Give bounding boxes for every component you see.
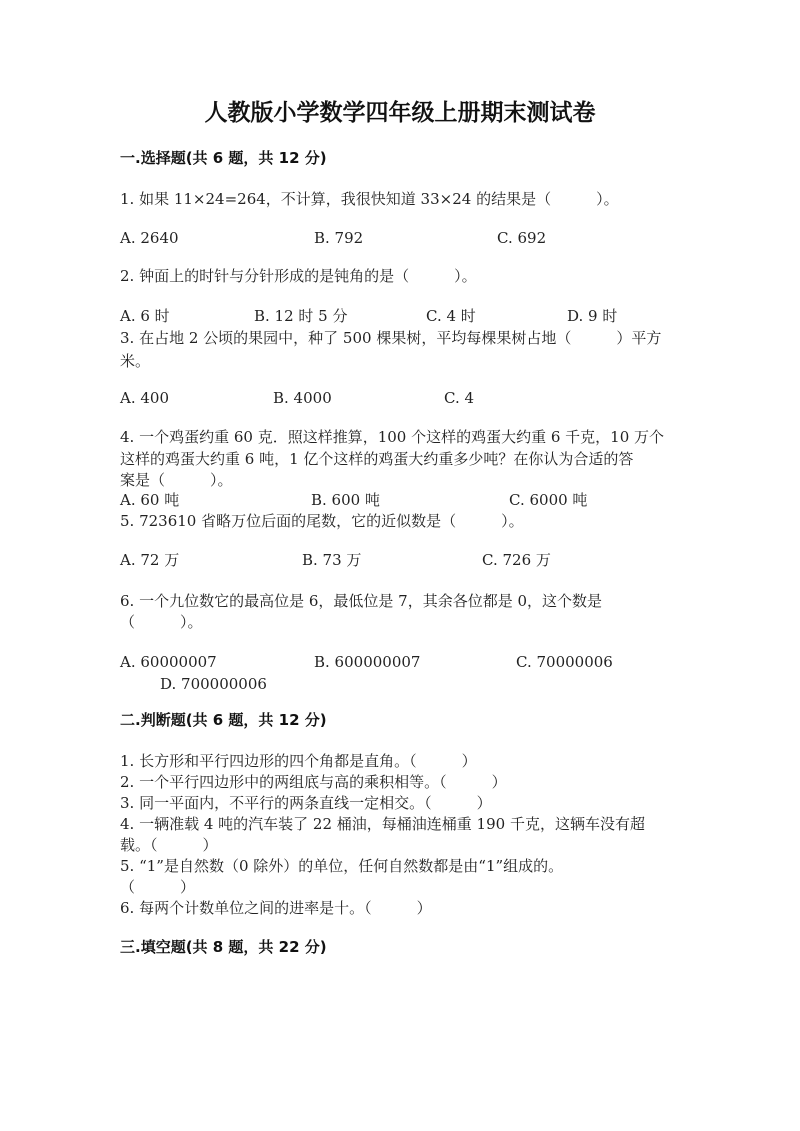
option-b: B. 73 万	[302, 551, 362, 569]
statement-line: 3. 同一平面内，不平行的两条直线一定相交。（ ）	[120, 794, 492, 812]
statement-line: 1. 长方形和平行四边形的四个角都是直角。（ ）	[120, 752, 477, 770]
statement-line: （ ）	[120, 878, 196, 896]
option-c: C. 4	[444, 389, 475, 407]
option-a: A. 60 吨	[120, 491, 180, 509]
question-line: 这样的鸡蛋大约重 6 吨，1 亿个这样的鸡蛋大约重多少吨？在你认为合适的答	[120, 450, 634, 468]
option-b: B. 12 时 5 分	[254, 307, 348, 325]
section-heading-choice: 一.选择题(共 6 题，共 12 分)	[120, 149, 327, 167]
option-b: B. 600 吨	[311, 491, 380, 509]
statement-line: 载。（ ）	[120, 836, 218, 854]
statement-line: 2. 一个平行四边形中的两组底与高的乘积相等。（ ）	[120, 773, 507, 791]
option-c: C. 726 万	[482, 551, 551, 569]
option-a: A. 72 万	[120, 551, 180, 569]
statement-line: 4. 一辆准载 4 吨的汽车装了 22 桶油，每桶油连桶重 190 千克，这辆车没有超	[120, 815, 645, 833]
section-heading-fill-blank: 三.填空题(共 8 题，共 22 分)	[120, 938, 327, 956]
page-title: 人教版小学数学四年级上册期末测试卷	[204, 99, 596, 126]
statement-line: 5. “1”是自然数（0 除外）的单位，任何自然数都是由“1”组成的。	[120, 857, 564, 875]
question-line: 1. 如果 11×24=264，不计算，我很快知道 33×24 的结果是（ ）。	[120, 190, 619, 208]
option-b: B. 4000	[273, 389, 332, 407]
question-line: 案是（ ）。	[120, 471, 233, 489]
section-heading-judgement: 二.判断题(共 6 题，共 12 分)	[120, 711, 327, 729]
option-c: C. 4 时	[426, 307, 476, 325]
option-d: D. 9 时	[567, 307, 618, 325]
option-b: B. 792	[314, 229, 364, 247]
question-line: 5. 723610 省略万位后面的尾数，它的近似数是（ ）。	[120, 512, 524, 530]
question-line: 6. 一个九位数它的最高位是 6，最低位是 7，其余各位都是 0，这个数是	[120, 592, 603, 610]
statement-line: 6. 每两个计数单位之间的进率是十。（ ）	[120, 899, 432, 917]
option-a: A. 60000007	[120, 653, 217, 671]
option-a: A. 400	[120, 389, 169, 407]
option-d: D. 700000006	[160, 675, 267, 693]
question-line: 米。	[120, 352, 151, 370]
option-c: C. 70000006	[516, 653, 613, 671]
option-a: A. 2640	[120, 229, 179, 247]
question-line: 2. 钟面上的时针与分针形成的是钝角的是（ ）。	[120, 267, 477, 285]
option-c: C. 692	[497, 229, 547, 247]
option-b: B. 600000007	[314, 653, 421, 671]
question-line: 3. 在占地 2 公顷的果园中，种了 500 棵果树，平均每棵果树占地（ ）平方	[120, 329, 662, 347]
question-line: （ ）。	[120, 613, 203, 631]
option-c: C. 6000 吨	[509, 491, 588, 509]
option-a: A. 6 时	[120, 307, 170, 325]
question-line: 4. 一个鸡蛋约重 60 克．照这样推算，100 个这样的鸡蛋大约重 6 千克，10 万个	[120, 428, 665, 446]
